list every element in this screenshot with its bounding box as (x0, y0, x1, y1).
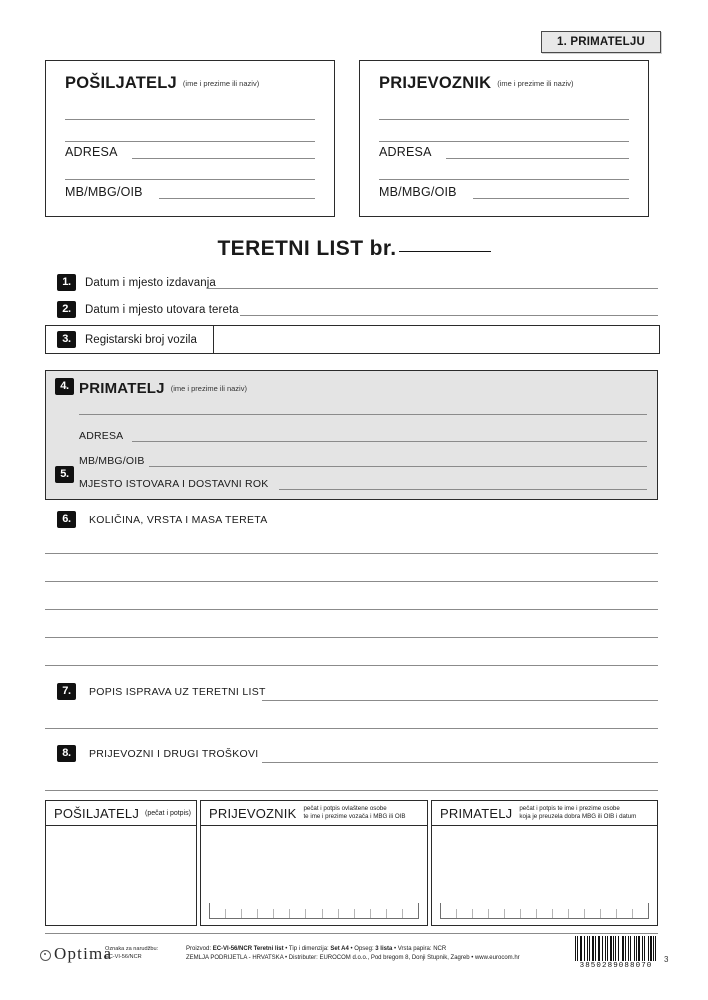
comb-cell[interactable] (355, 909, 371, 918)
transport-costs-line-2[interactable] (45, 790, 658, 791)
receiver-id-label: MB/MBG/OIB (79, 455, 145, 467)
transport-costs-label: PRIJEVOZNI I DRUGI TROŠKOVI (89, 747, 259, 760)
comb-cell[interactable] (537, 909, 553, 918)
comb-cell[interactable] (601, 909, 617, 918)
comb-cell[interactable] (489, 909, 505, 918)
receiver-title-text: PRIMATELJ (79, 380, 165, 397)
sender-address-label: ADRESA (65, 145, 118, 159)
receiver-title (79, 380, 247, 397)
comb-cell[interactable] (505, 909, 521, 918)
sender-name-line-2[interactable] (65, 141, 315, 142)
comb-cell[interactable] (258, 909, 274, 918)
comb-cell[interactable] (585, 909, 601, 918)
barcode-number: 3850289088070 (579, 962, 653, 970)
comb-cell[interactable] (457, 909, 473, 918)
carrier-name-line-1[interactable] (379, 119, 629, 120)
product-paper: • Vrsta papira: NCR (392, 946, 447, 952)
row-issue-date (57, 274, 216, 291)
documents-list-line-2[interactable] (45, 728, 658, 729)
signature-carrier-note-line2: te ime i prezime vozača i MBG ili OIB (303, 813, 406, 820)
barcode-bars (575, 936, 657, 961)
signature-receiver-note (519, 805, 636, 822)
carrier-address-line[interactable] (446, 158, 629, 159)
sender-id-label: MB/MBG/OIB (65, 185, 143, 199)
row-loading-date (57, 301, 239, 318)
cargo-line-1[interactable] (45, 553, 658, 554)
order-code-value: EC-VI-56/NCR (105, 954, 142, 961)
section-number-7: 7. (57, 683, 76, 700)
signature-carrier-comb-field[interactable] (209, 903, 419, 919)
signature-carrier-title: PRIJEVOZNIK (209, 805, 297, 821)
comb-cell[interactable] (387, 909, 403, 918)
cargo-line-4[interactable] (45, 637, 658, 638)
page-title-text: TERETNI LIST br. (217, 237, 397, 260)
product-format: Set A4 (330, 946, 349, 952)
signature-carrier-header (201, 801, 427, 826)
carrier-divider-line[interactable] (379, 179, 629, 180)
loading-date-line[interactable] (240, 315, 658, 316)
product-info-line-1 (186, 945, 520, 954)
cargo-line-3[interactable] (45, 609, 658, 610)
comb-cell[interactable] (371, 909, 387, 918)
document-number-line[interactable] (399, 251, 491, 252)
signature-receiver-title: PRIMATELJ (440, 805, 513, 821)
vehicle-registration-input[interactable] (214, 326, 659, 353)
comb-cell[interactable] (290, 909, 306, 918)
sender-box (45, 60, 335, 217)
carrier-subtitle: (ime i prezime ili naziv) (497, 79, 574, 88)
signature-receiver-header (432, 801, 657, 826)
comb-cell[interactable] (210, 909, 226, 918)
sender-title-text: POŠILJATELJ (65, 74, 177, 92)
cargo-line-2[interactable] (45, 581, 658, 582)
receiver-name-line[interactable] (79, 414, 647, 415)
comb-cell[interactable] (441, 909, 457, 918)
receiver-subtitle: (ime i prezime ili naziv) (170, 384, 247, 393)
section-number-3: 3. (57, 331, 76, 348)
receiver-address-label: ADRESA (79, 430, 124, 442)
order-code-block (105, 945, 158, 961)
transport-costs-line[interactable] (262, 762, 658, 763)
section-number-2: 2. (57, 301, 76, 318)
comb-cell[interactable] (323, 909, 339, 918)
product-info-block (186, 945, 520, 963)
section-number-8: 8. (57, 745, 76, 762)
comb-cell[interactable] (553, 909, 569, 918)
row-transport-costs (57, 745, 259, 762)
comb-cell[interactable] (617, 909, 633, 918)
comb-cell[interactable] (242, 909, 258, 918)
comb-cell[interactable] (339, 909, 355, 918)
cargo-details-label: KOLIČINA, VRSTA I MASA TERETA (89, 513, 268, 526)
carrier-id-line[interactable] (473, 198, 629, 199)
section-number-4-wrap (55, 378, 74, 396)
product-mid-2: • Opseg: (348, 946, 376, 952)
sender-divider-line[interactable] (65, 179, 315, 180)
section-number-5-wrap (55, 466, 74, 484)
signature-carrier-note (303, 805, 405, 822)
cargo-line-5[interactable] (45, 665, 658, 666)
receiver-id-line[interactable] (149, 466, 647, 467)
signature-box-sender (45, 800, 197, 926)
signature-sender-note: (pečat i potpis) (145, 809, 191, 817)
product-sheets: 3 lista (375, 946, 393, 952)
section-number-4: 4. (55, 378, 74, 395)
comb-cell[interactable] (569, 909, 585, 918)
comb-cell[interactable] (521, 909, 537, 918)
vehicle-registration-label: Registarski broj vozila (85, 333, 197, 346)
vehicle-registration-label-cell (46, 326, 214, 353)
comb-cell[interactable] (633, 909, 648, 918)
row-documents-list (57, 683, 266, 700)
documents-list-label: POPIS ISPRAVA UZ TERETNI LIST (89, 685, 266, 698)
receiver-address-line[interactable] (132, 441, 647, 442)
order-code-label: Oznaka za narudžbu: (105, 946, 159, 952)
carrier-box (359, 60, 649, 217)
row-cargo-details (57, 511, 268, 528)
signature-sender-area[interactable] (46, 826, 196, 925)
unloading-place-line[interactable] (279, 489, 647, 490)
signature-receiver-comb-field[interactable] (440, 903, 649, 919)
unloading-place-label: MJESTO ISTOVARA I DOSTAVNI ROK (79, 478, 269, 490)
barcode-bar (656, 936, 657, 961)
section-number-6: 6. (57, 511, 76, 528)
optima-brand-text: Optima (54, 944, 113, 963)
carrier-name-line-2[interactable] (379, 141, 629, 142)
comb-cell[interactable] (274, 909, 290, 918)
sender-name-line-1[interactable] (65, 119, 315, 120)
section-number-1: 1. (57, 274, 76, 291)
row-vehicle-registration (45, 325, 660, 354)
signature-box-carrier (200, 800, 428, 926)
product-mid-1: • Tip i dimenzija: (283, 946, 331, 952)
comb-cell[interactable] (306, 909, 322, 918)
signature-carrier-note-line1: pečat i potpis ovlaštene osobe (303, 804, 387, 812)
sender-subtitle: (ime i prezime ili naziv) (182, 79, 260, 88)
signature-sender-header (46, 801, 196, 826)
signature-receiver-note-line1: pečat i potpis te ime i prezime osobe (519, 804, 620, 812)
optima-logo (40, 944, 112, 964)
carrier-address-label: ADRESA (379, 145, 432, 159)
sender-address-line[interactable] (132, 158, 315, 159)
page-title (0, 237, 708, 261)
carrier-id-label: MB/MBG/OIB (379, 185, 457, 199)
comb-cell[interactable] (403, 909, 418, 918)
sender-id-line[interactable] (159, 198, 315, 199)
product-prefix: Proizvod: (186, 946, 213, 952)
sender-title (65, 74, 259, 93)
copy-designation-tag (541, 31, 661, 53)
signature-box-receiver (431, 800, 658, 926)
issue-date-line[interactable] (207, 288, 658, 289)
page-number: 3 (664, 955, 669, 964)
comb-cell[interactable] (473, 909, 489, 918)
signature-receiver-note-line2: koja je preuzela dobra MBG ili OIB i datum (519, 813, 637, 820)
barcode (575, 936, 657, 970)
footer-divider (45, 933, 658, 934)
product-name: EC-VI-56/NCR Teretni list (212, 946, 284, 952)
product-info-line-2: ZEMLJA PODRIJETLA - HRVATSKA • Distributer: EUROCOM d.o.o., Pod bregom 8, Donji Stupnik, Zagreb • www.eurocom.hr (186, 955, 520, 961)
loading-date-label: Datum i mjesto utovara tereta (85, 303, 239, 316)
carrier-title-text: PRIJEVOZNIK (379, 74, 492, 92)
optima-mark-icon (40, 950, 51, 961)
copy-designation-label: 1. PRIMATELJU (556, 36, 645, 48)
issue-date-label: Datum i mjesto izdavanja (85, 276, 216, 289)
signature-sender-title: POŠILJATELJ (54, 805, 140, 821)
documents-list-line[interactable] (262, 700, 658, 701)
carrier-title (379, 74, 574, 93)
section-number-5: 5. (55, 466, 74, 483)
comb-cell[interactable] (226, 909, 242, 918)
